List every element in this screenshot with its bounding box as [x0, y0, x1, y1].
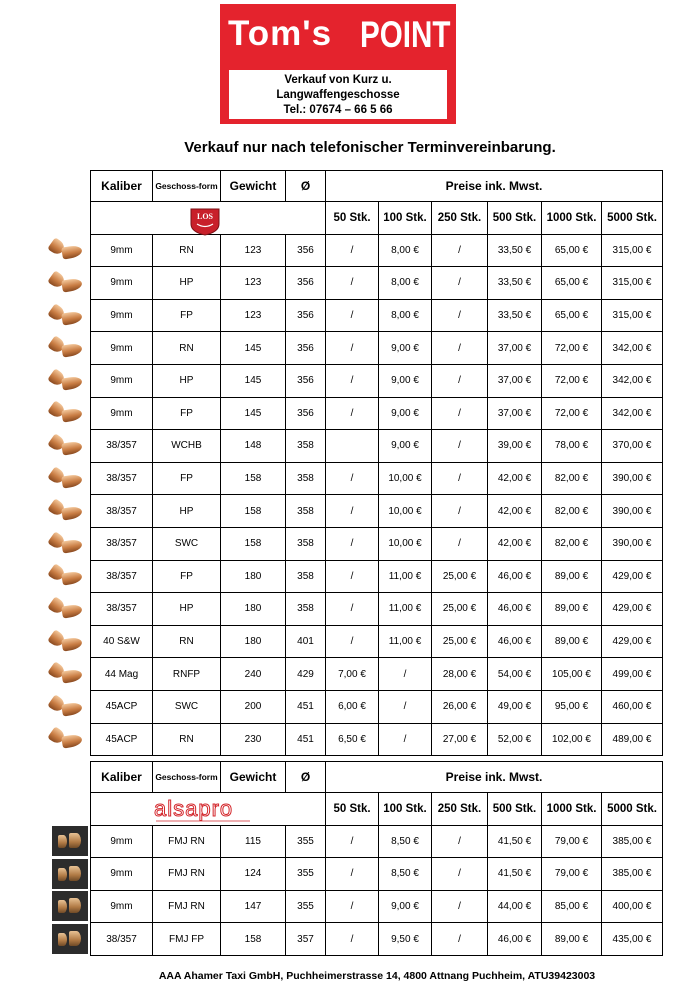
- logo-name-part2: POINT: [360, 14, 451, 55]
- cell-gewicht: 148: [221, 430, 286, 463]
- cell-geschossform: RN: [153, 332, 221, 365]
- cell-price-100: 9,00 €: [379, 397, 432, 430]
- cell-durchmesser: 356: [286, 299, 326, 332]
- cell-price-100: 9,00 €: [379, 332, 432, 365]
- cell-price-250: 26,00 €: [432, 690, 488, 723]
- cell-price-500: 37,00 €: [488, 364, 542, 397]
- cell-price-5000: 370,00 €: [602, 430, 663, 463]
- cell-price-500: 52,00 €: [488, 723, 542, 756]
- cell-price-5000: 342,00 €: [602, 364, 663, 397]
- cell-price-250: 25,00 €: [432, 625, 488, 658]
- cell-price-1000: 72,00 €: [542, 364, 602, 397]
- bullet-icon: [48, 467, 88, 491]
- cell-gewicht: 230: [221, 723, 286, 756]
- cell-price-50: /: [326, 890, 379, 923]
- cell-price-1000: 72,00 €: [542, 332, 602, 365]
- cell-durchmesser: 358: [286, 495, 326, 528]
- table-row: [91, 723, 663, 756]
- bullet-icon: [48, 336, 88, 360]
- bullet-icon: [48, 304, 88, 328]
- table-row: [91, 364, 663, 397]
- cell-kaliber: 9mm: [91, 397, 153, 430]
- logo-name-part1: Tom's: [228, 14, 333, 53]
- cell-geschossform: FMJ RN: [153, 825, 221, 858]
- cell-kaliber: 38/357: [91, 430, 153, 463]
- cell-price-5000: 342,00 €: [602, 332, 663, 365]
- table-row: [91, 858, 663, 891]
- cell-gewicht: 124: [221, 858, 286, 891]
- cell-gewicht: 180: [221, 560, 286, 593]
- cell-price-250: /: [432, 332, 488, 365]
- bullet-icon: [48, 369, 88, 393]
- cell-price-500: 49,00 €: [488, 690, 542, 723]
- qty-500: 500 Stk.: [488, 793, 542, 826]
- table-row: [91, 234, 663, 267]
- cell-price-100: 8,00 €: [379, 267, 432, 300]
- table-row: [91, 495, 663, 528]
- table-row: [91, 332, 663, 365]
- cell-durchmesser: 357: [286, 923, 326, 956]
- cell-durchmesser: 358: [286, 593, 326, 626]
- bullet-icon: [48, 695, 88, 719]
- qty-1000: 1000 Stk.: [542, 202, 602, 235]
- header-preise: Preise ink. Mwst.: [326, 762, 663, 793]
- cell-gewicht: 145: [221, 397, 286, 430]
- cell-kaliber: 38/357: [91, 593, 153, 626]
- cell-durchmesser: 451: [286, 690, 326, 723]
- cell-price-50: 7,00 €: [326, 658, 379, 691]
- cell-price-500: 41,50 €: [488, 825, 542, 858]
- alsapro-brand-logo: [150, 796, 270, 826]
- cell-gewicht: 158: [221, 462, 286, 495]
- cell-price-1000: 79,00 €: [542, 825, 602, 858]
- cell-kaliber: 9mm: [91, 825, 153, 858]
- table-row: [91, 923, 663, 956]
- cell-price-5000: 429,00 €: [602, 593, 663, 626]
- cell-price-5000: 390,00 €: [602, 527, 663, 560]
- cell-price-5000: 385,00 €: [602, 825, 663, 858]
- cell-gewicht: 123: [221, 267, 286, 300]
- cell-kaliber: 38/357: [91, 527, 153, 560]
- cell-durchmesser: 451: [286, 723, 326, 756]
- cell-price-1000: 102,00 €: [542, 723, 602, 756]
- qty-250: 250 Stk.: [432, 793, 488, 826]
- cell-price-1000: 79,00 €: [542, 858, 602, 891]
- cell-price-5000: 315,00 €: [602, 234, 663, 267]
- cell-durchmesser: 429: [286, 658, 326, 691]
- fmj-bullet-icon: [52, 924, 88, 954]
- cell-price-50: /: [326, 495, 379, 528]
- table-row: [91, 299, 663, 332]
- header-geschossform: Geschoss-form: [153, 762, 221, 793]
- cell-price-1000: 82,00 €: [542, 527, 602, 560]
- cell-price-500: 42,00 €: [488, 495, 542, 528]
- cell-price-250: /: [432, 858, 488, 891]
- cell-price-5000: 390,00 €: [602, 495, 663, 528]
- cell-price-500: 41,50 €: [488, 858, 542, 891]
- cell-price-1000: 82,00 €: [542, 495, 602, 528]
- cell-price-500: 33,50 €: [488, 299, 542, 332]
- cell-durchmesser: 355: [286, 858, 326, 891]
- table-row: [91, 462, 663, 495]
- cell-geschossform: RN: [153, 234, 221, 267]
- bullet-icon: [48, 499, 88, 523]
- cell-gewicht: 200: [221, 690, 286, 723]
- cell-gewicht: 158: [221, 923, 286, 956]
- cell-kaliber: 40 S&W: [91, 625, 153, 658]
- cell-price-500: 42,00 €: [488, 462, 542, 495]
- cell-price-5000: 460,00 €: [602, 690, 663, 723]
- bullet-icon: [48, 662, 88, 686]
- cell-price-100: 9,50 €: [379, 923, 432, 956]
- logo-line2: Langwaffengeschosse: [276, 89, 400, 101]
- cell-price-5000: 385,00 €: [602, 858, 663, 891]
- table-row: [91, 397, 663, 430]
- cell-price-50: /: [326, 267, 379, 300]
- cell-geschossform: FP: [153, 462, 221, 495]
- cell-price-1000: 65,00 €: [542, 299, 602, 332]
- qty-100: 100 Stk.: [379, 793, 432, 826]
- cell-price-1000: 85,00 €: [542, 890, 602, 923]
- bullet-icon: [48, 564, 88, 588]
- cell-price-50: /: [326, 593, 379, 626]
- cell-price-500: 33,50 €: [488, 234, 542, 267]
- toms-point-logo: [220, 4, 456, 124]
- cell-price-500: 37,00 €: [488, 332, 542, 365]
- cell-price-5000: 499,00 €: [602, 658, 663, 691]
- header-gewicht: Gewicht: [221, 762, 286, 793]
- cell-price-100: /: [379, 658, 432, 691]
- cell-price-250: 28,00 €: [432, 658, 488, 691]
- cell-price-250: /: [432, 430, 488, 463]
- cell-geschossform: FMJ FP: [153, 923, 221, 956]
- price-table-alsapro: [90, 761, 663, 956]
- cell-gewicht: 145: [221, 364, 286, 397]
- cell-gewicht: 147: [221, 890, 286, 923]
- cell-price-250: /: [432, 825, 488, 858]
- qty-50: 50 Stk.: [326, 202, 379, 235]
- cell-price-250: /: [432, 495, 488, 528]
- table-row: [91, 267, 663, 300]
- cell-price-5000: 489,00 €: [602, 723, 663, 756]
- table-row: [91, 593, 663, 626]
- cell-price-250: /: [432, 462, 488, 495]
- cell-price-1000: 65,00 €: [542, 234, 602, 267]
- cell-geschossform: FMJ RN: [153, 890, 221, 923]
- cell-price-100: /: [379, 723, 432, 756]
- qty-100: 100 Stk.: [379, 202, 432, 235]
- cell-kaliber: 45ACP: [91, 690, 153, 723]
- qty-1000: 1000 Stk.: [542, 793, 602, 826]
- cell-kaliber: 9mm: [91, 267, 153, 300]
- cell-price-100: 8,50 €: [379, 858, 432, 891]
- price-table-los: [90, 170, 663, 756]
- header-kaliber: Kaliber: [91, 762, 153, 793]
- cell-gewicht: 145: [221, 332, 286, 365]
- table-row: [91, 527, 663, 560]
- cell-price-1000: 72,00 €: [542, 397, 602, 430]
- cell-price-100: 11,00 €: [379, 560, 432, 593]
- cell-geschossform: WCHB: [153, 430, 221, 463]
- header-geschossform: Geschoss-form: [153, 171, 221, 202]
- cell-geschossform: FMJ RN: [153, 858, 221, 891]
- cell-price-5000: 315,00 €: [602, 267, 663, 300]
- cell-kaliber: 38/357: [91, 923, 153, 956]
- cell-durchmesser: 356: [286, 397, 326, 430]
- cell-durchmesser: 358: [286, 462, 326, 495]
- cell-price-100: 11,00 €: [379, 593, 432, 626]
- qty-5000: 5000 Stk.: [602, 202, 663, 235]
- cell-price-250: /: [432, 364, 488, 397]
- cell-price-50: /: [326, 825, 379, 858]
- qty-5000: 5000 Stk.: [602, 793, 663, 826]
- company-footer: AAA Ahamer Taxi GmbH, Puchheimerstrasse 14, 4800 Attnang Puchheim, ATU39423003: [158, 970, 596, 982]
- cell-price-1000: 78,00 €: [542, 430, 602, 463]
- cell-price-500: 46,00 €: [488, 593, 542, 626]
- cell-durchmesser: 355: [286, 890, 326, 923]
- los-brand-logo: [187, 206, 223, 236]
- cell-price-50: /: [326, 397, 379, 430]
- cell-price-100: 9,00 €: [379, 890, 432, 923]
- table-row: [91, 658, 663, 691]
- header-preise: Preise ink. Mwst.: [326, 171, 663, 202]
- table-row: [91, 825, 663, 858]
- cell-kaliber: 9mm: [91, 364, 153, 397]
- fmj-bullet-icon: [52, 891, 88, 921]
- cell-price-500: 46,00 €: [488, 560, 542, 593]
- cell-price-50: [326, 430, 379, 463]
- cell-price-5000: 429,00 €: [602, 560, 663, 593]
- cell-gewicht: 180: [221, 593, 286, 626]
- qty-500: 500 Stk.: [488, 202, 542, 235]
- cell-price-1000: 95,00 €: [542, 690, 602, 723]
- cell-geschossform: SWC: [153, 690, 221, 723]
- cell-price-500: 46,00 €: [488, 625, 542, 658]
- cell-durchmesser: 358: [286, 560, 326, 593]
- cell-price-5000: 315,00 €: [602, 299, 663, 332]
- cell-price-5000: 400,00 €: [602, 890, 663, 923]
- cell-price-100: 10,00 €: [379, 527, 432, 560]
- cell-gewicht: 158: [221, 495, 286, 528]
- bullet-icon: [48, 238, 88, 262]
- cell-price-100: 8,00 €: [379, 299, 432, 332]
- cell-price-50: 6,00 €: [326, 690, 379, 723]
- cell-gewicht: 123: [221, 299, 286, 332]
- cell-price-50: /: [326, 364, 379, 397]
- cell-price-250: /: [432, 299, 488, 332]
- logo-line3: Tel.: 07674 – 66 5 66: [283, 104, 393, 116]
- cell-price-1000: 89,00 €: [542, 625, 602, 658]
- cell-durchmesser: 358: [286, 527, 326, 560]
- table-row: [91, 625, 663, 658]
- cell-price-500: 33,50 €: [488, 267, 542, 300]
- cell-geschossform: RN: [153, 625, 221, 658]
- cell-kaliber: 9mm: [91, 332, 153, 365]
- table-row: [91, 560, 663, 593]
- cell-price-5000: 390,00 €: [602, 462, 663, 495]
- cell-kaliber: 44 Mag: [91, 658, 153, 691]
- logo-line1: Verkauf von Kurz u.: [284, 74, 392, 86]
- cell-geschossform: RNFP: [153, 658, 221, 691]
- cell-geschossform: FP: [153, 299, 221, 332]
- bullet-icon: [48, 434, 88, 458]
- cell-durchmesser: 401: [286, 625, 326, 658]
- cell-kaliber: 38/357: [91, 462, 153, 495]
- cell-price-250: 27,00 €: [432, 723, 488, 756]
- cell-geschossform: FP: [153, 397, 221, 430]
- cell-kaliber: 9mm: [91, 299, 153, 332]
- cell-price-1000: 89,00 €: [542, 593, 602, 626]
- cell-geschossform: HP: [153, 267, 221, 300]
- fmj-bullet-icon: [52, 826, 88, 856]
- cell-kaliber: 38/357: [91, 560, 153, 593]
- fmj-bullet-icon: [52, 859, 88, 889]
- cell-price-5000: 342,00 €: [602, 397, 663, 430]
- table-row: [91, 430, 663, 463]
- cell-geschossform: HP: [153, 364, 221, 397]
- cell-price-50: /: [326, 527, 379, 560]
- cell-price-500: 39,00 €: [488, 430, 542, 463]
- cell-price-50: /: [326, 560, 379, 593]
- cell-gewicht: 158: [221, 527, 286, 560]
- cell-kaliber: 45ACP: [91, 723, 153, 756]
- cell-durchmesser: 356: [286, 332, 326, 365]
- cell-price-50: /: [326, 234, 379, 267]
- bullet-icon: [48, 630, 88, 654]
- bullet-icon: [48, 727, 88, 751]
- table-row: [91, 690, 663, 723]
- table-row: [91, 890, 663, 923]
- cell-durchmesser: 356: [286, 267, 326, 300]
- cell-price-250: /: [432, 923, 488, 956]
- cell-price-100: 10,00 €: [379, 462, 432, 495]
- cell-price-100: 11,00 €: [379, 625, 432, 658]
- cell-price-250: 25,00 €: [432, 593, 488, 626]
- cell-price-1000: 82,00 €: [542, 462, 602, 495]
- cell-price-1000: 89,00 €: [542, 923, 602, 956]
- cell-price-100: 9,00 €: [379, 364, 432, 397]
- cell-gewicht: 180: [221, 625, 286, 658]
- cell-price-500: 37,00 €: [488, 397, 542, 430]
- header-kaliber: Kaliber: [91, 171, 153, 202]
- cell-geschossform: RN: [153, 723, 221, 756]
- cell-gewicht: 240: [221, 658, 286, 691]
- cell-price-250: /: [432, 527, 488, 560]
- cell-price-5000: 435,00 €: [602, 923, 663, 956]
- cell-price-500: 54,00 €: [488, 658, 542, 691]
- cell-price-100: 8,00 €: [379, 234, 432, 267]
- cell-price-250: /: [432, 267, 488, 300]
- cell-price-50: /: [326, 858, 379, 891]
- cell-price-100: 9,00 €: [379, 430, 432, 463]
- qty-50: 50 Stk.: [326, 793, 379, 826]
- cell-price-250: 25,00 €: [432, 560, 488, 593]
- cell-geschossform: FP: [153, 560, 221, 593]
- cell-price-500: 42,00 €: [488, 527, 542, 560]
- cell-price-250: /: [432, 397, 488, 430]
- qty-250: 250 Stk.: [432, 202, 488, 235]
- los-logo-text: LOS: [196, 212, 214, 221]
- cell-kaliber: 9mm: [91, 858, 153, 891]
- cell-price-250: /: [432, 234, 488, 267]
- cell-durchmesser: 358: [286, 430, 326, 463]
- cell-price-500: 46,00 €: [488, 923, 542, 956]
- appointment-notice: Verkauf nur nach telefonischer Terminvereinbarung.: [184, 139, 556, 156]
- cell-price-250: /: [432, 890, 488, 923]
- bullet-icon: [48, 597, 88, 621]
- cell-durchmesser: 356: [286, 234, 326, 267]
- cell-price-100: 10,00 €: [379, 495, 432, 528]
- cell-geschossform: SWC: [153, 527, 221, 560]
- cell-price-50: 6,50 €: [326, 723, 379, 756]
- cell-durchmesser: 356: [286, 364, 326, 397]
- cell-price-5000: 429,00 €: [602, 625, 663, 658]
- cell-kaliber: 9mm: [91, 890, 153, 923]
- cell-kaliber: 38/357: [91, 495, 153, 528]
- bullet-icon: [48, 532, 88, 556]
- cell-price-50: /: [326, 625, 379, 658]
- header-gewicht: Gewicht: [221, 171, 286, 202]
- cell-price-100: /: [379, 690, 432, 723]
- cell-price-1000: 89,00 €: [542, 560, 602, 593]
- cell-geschossform: HP: [153, 593, 221, 626]
- cell-price-50: /: [326, 923, 379, 956]
- header-durchmesser: Ø: [286, 171, 326, 202]
- cell-price-50: /: [326, 332, 379, 365]
- bullet-icon: [48, 271, 88, 295]
- alsapro-logo-text: alsapro: [154, 796, 234, 821]
- cell-geschossform: HP: [153, 495, 221, 528]
- cell-price-500: 44,00 €: [488, 890, 542, 923]
- cell-price-1000: 105,00 €: [542, 658, 602, 691]
- header-durchmesser: Ø: [286, 762, 326, 793]
- cell-durchmesser: 355: [286, 825, 326, 858]
- cell-gewicht: 115: [221, 825, 286, 858]
- bullet-icon: [48, 401, 88, 425]
- cell-gewicht: 123: [221, 234, 286, 267]
- cell-price-50: /: [326, 299, 379, 332]
- cell-kaliber: 9mm: [91, 234, 153, 267]
- logo-contact-box: [229, 70, 447, 119]
- cell-price-100: 8,50 €: [379, 825, 432, 858]
- cell-price-50: /: [326, 462, 379, 495]
- cell-price-1000: 65,00 €: [542, 267, 602, 300]
